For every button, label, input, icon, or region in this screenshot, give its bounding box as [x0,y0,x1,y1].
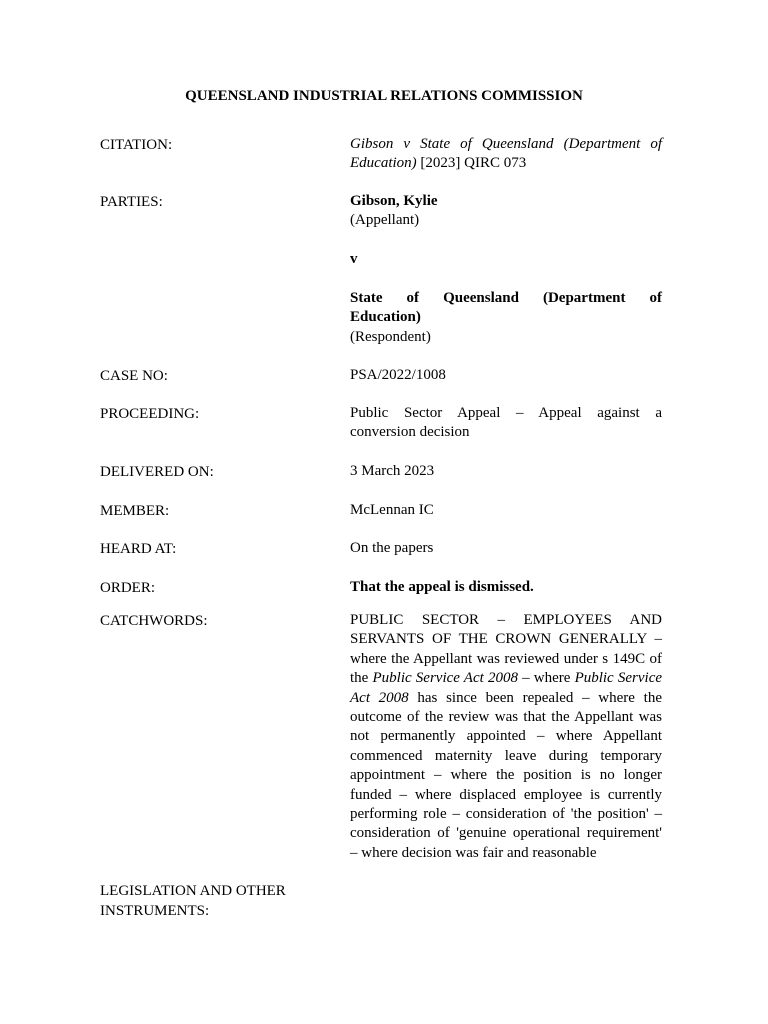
delivered-on-label: DELIVERED ON: [100,464,214,480]
heard-at-value: On the papers [350,540,434,556]
parties-label: PARTIES: [100,194,163,210]
delivered-on-value: 3 March 2023 [350,463,435,479]
appellant-name: Gibson, Kylie [350,193,438,209]
versus: v [350,251,358,267]
catchwords-value [350,611,662,863]
catchwords-text-1: PUBLIC SECTOR – EMPLOYEES AND SERVANTS OF THE CROWN GENERALLY – where the Appellant was reviewed under s 149C of the [350,612,662,687]
act-name-1: Public Service Act 2008 [372,670,518,687]
catchwords-text-2: – where [517,670,575,687]
proceeding-line2: conversion decision [350,424,470,441]
citation-reference: [2023] QIRC 073 [420,155,527,172]
order-label: ORDER: [100,580,156,596]
parties-value [350,192,662,231]
citation-value [350,135,662,174]
commission-title: QUEENSLAND INDUSTRIAL RELATIONS COMMISSION [185,88,583,104]
proceeding-value [350,404,662,443]
case-name-line2-wrap [350,154,662,173]
heard-at-label: HEARD AT: [100,541,177,557]
case-name-line1: Gibson v State of Queensland (Department of [350,136,662,152]
order-value: That the appeal is dismissed. [350,579,534,595]
case-name-line2: Education) [350,155,417,172]
proceeding-line1: Public Sector Appeal – Appeal against a [350,405,662,421]
act-name-2: Public Service Act 2008 [350,670,663,706]
appellant-role: (Appellant) [350,212,420,229]
case-no-label: CASE NO: [100,368,168,384]
respondent-name-line1: State of Queensland (Department of [350,290,662,306]
member-label: MEMBER: [100,503,170,519]
proceeding-label: PROCEEDING: [100,406,200,422]
legislation-label-line2: INSTRUMENTS: [100,903,210,919]
respondent-value [350,289,662,347]
citation-label: CITATION: [100,137,173,153]
legislation-label-line1: LEGISLATION AND OTHER [100,883,286,899]
catchwords-text-3: has since been repealed – where the outcome of the review was that the Appellant was not permanently appointed – where Appellant commenced maternity leave during temporary appointment – where the position is no longer funded – where displaced employee is currently performing role – consideration of 'the position' – consideration of 'genuine operational requirement' – where decision was fair and reasonable [350,689,662,861]
case-no-value: PSA/2022/1008 [350,367,446,383]
member-value: McLennan IC [350,502,434,518]
catchwords-label: CATCHWORDS: [100,613,208,629]
legislation-label [100,881,330,921]
respondent-name-line2: Education) [350,309,421,326]
respondent-role: (Respondent) [350,328,431,345]
